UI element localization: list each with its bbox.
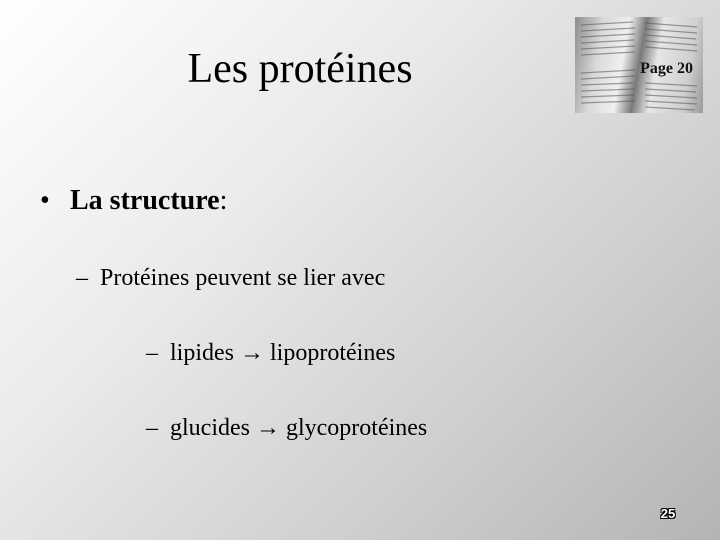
bullet-marker: • xyxy=(40,185,50,216)
bullet-suffix: : xyxy=(219,185,228,216)
sub-bullet xyxy=(76,263,385,293)
sub-sub-bullet-text: glucides → glycoprotéines xyxy=(170,415,428,441)
sub-sub-bullet-lipides xyxy=(146,338,395,368)
sub-bullet-marker: – xyxy=(76,265,88,291)
sub-bullet-text: Protéines peuvent se lier avec xyxy=(100,265,386,291)
book-page-image xyxy=(575,17,703,113)
page-number: 25 xyxy=(660,506,676,521)
bullet-label: La structure xyxy=(70,185,220,216)
slide-title: Les protéines xyxy=(187,46,413,92)
sub-sub-bullet-glucides xyxy=(146,413,427,443)
sub-sub-bullet-marker: – xyxy=(146,415,158,441)
book-page-caption: Page 20 xyxy=(640,60,693,77)
bullet-structure xyxy=(40,184,227,218)
sub-sub-bullet-marker: – xyxy=(146,340,158,366)
sub-sub-bullet-text: lipides → lipoprotéines xyxy=(170,340,396,366)
